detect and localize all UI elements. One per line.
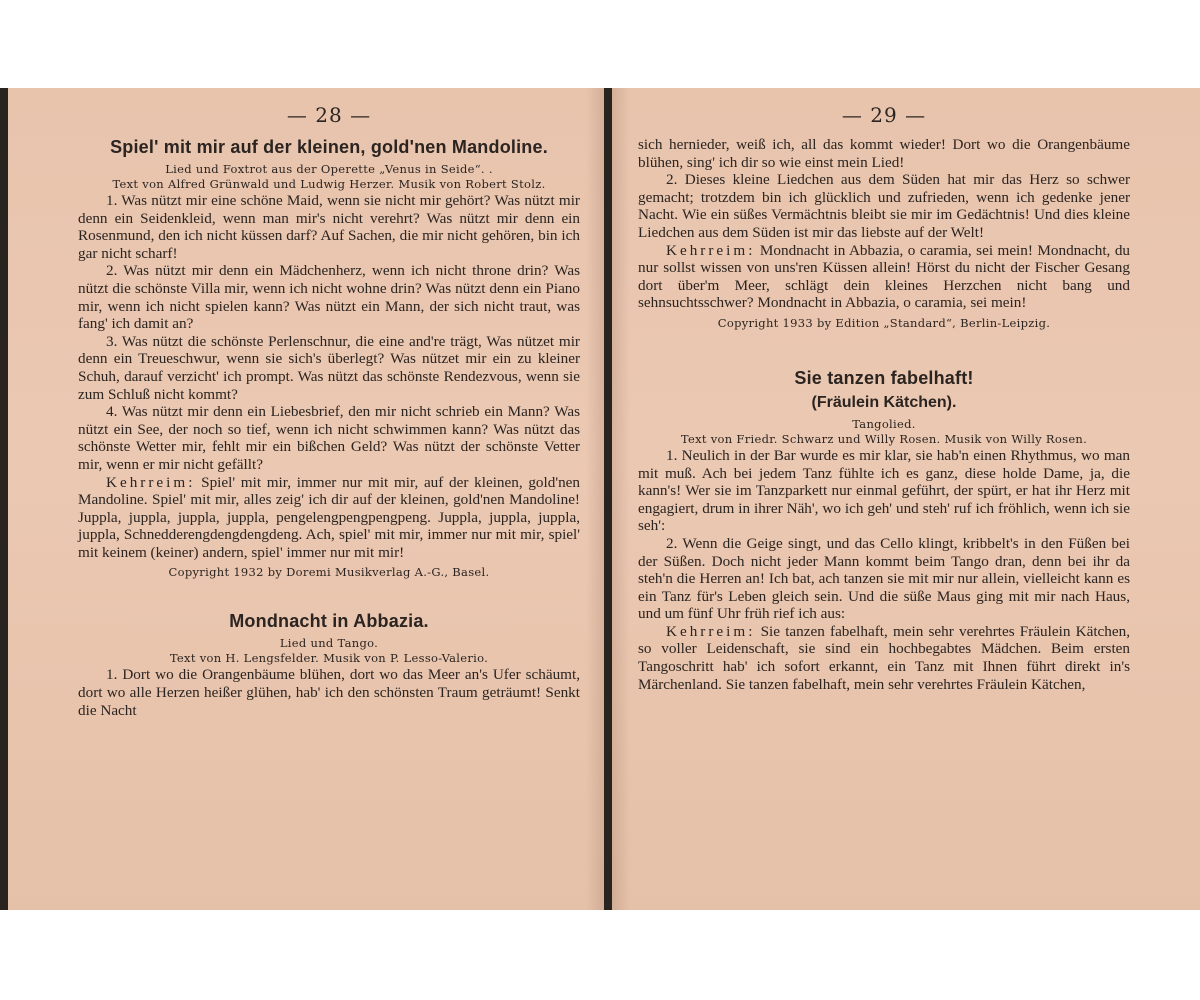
song-body	[638, 447, 1130, 693]
verse: 1. Dort wo die Orangenbäume blühen, dort wo das Meer an's Ufer schäumt, dort wo alle Herzen heißer glühen, hab' ich den schönsten Traum geträumt! Senkt die Nacht	[78, 666, 580, 719]
song-genre: Lied und Foxtrot aus der Operette „Venus in Seide“. .	[165, 162, 493, 176]
song-title: Mondnacht in Abbazia.	[229, 611, 429, 632]
song-title: Spiel' mit mir auf der kleinen, gold'nen Mandoline.	[110, 137, 548, 157]
left-page	[8, 88, 604, 910]
verse: 4. Was nützt mir denn ein Liebesbrief, den mir nicht schrieb ein Mann? Was nützt ein See, der noch so tief, wenn ich nicht schwimmen kann? Was nützt das schönste Wetter mir, fehlt mir ein bißchen Geld? Was nützt der schönste Vetter mir, wenn er mir nicht gefällt?	[78, 403, 580, 473]
refrain	[78, 474, 580, 562]
refrain-text: Mondnacht in Abbazia, o caramia, sei mein! Mondnacht, du nur sollst wissen von uns'ren Küssen allein! Hörst du nicht der Fischer Gesang dort über'm Meer, schlägt dein kleines Herzchen nicht bang und sehnsuchtsschwer? Mondnacht in Abbazia, o caramia, sei mein!	[638, 241, 1131, 312]
refrain	[638, 623, 1130, 693]
page-number: — 28 —	[286, 103, 372, 127]
verse: sich hernieder, weiß ich, all das kommt wieder! Dort wo die Orangenbäume blühen, sing' ich dir so wie einst mein Lied!	[638, 136, 1130, 171]
verse: 2. Was nützt mir denn ein Mädchenherz, wenn ich nicht throne drin? Was nützt die schönste Villa mir, wenn ich nicht wohne drin? Was nützt denn ein Piano mir, wenn ich nicht spielen kann? Was nützt ein Mann, der sich nicht traut, was fang' ich damit an?	[78, 262, 580, 333]
song-subtitle: (Fräulein Kätchen).	[811, 393, 957, 411]
song-title: Sie tanzen fabelhaft!	[794, 367, 974, 388]
refrain-label: Kehrreim:	[666, 622, 756, 640]
song-genre: Lied und Tango.	[279, 636, 379, 651]
refrain-text: Spiel' mit mir, immer nur mit mir, auf der kleinen, gold'nen Mandoline. Spiel' mit mir, alles zeig' ich dir auf der kleinen, gold'nen Mandoline! Juppla, juppla, juppla, juppla, pengelengpengpengpeng. Juppla, juppla, juppla, juppla, Schnedderengdengdengdeng. Ach, spiel' mit mir, immer nur mit mir, spiel' mit keinem (keiner) andern, spiel' immer nur mit mir!	[78, 473, 581, 561]
refrain-label: Kehrreim:	[106, 473, 196, 491]
refrain-label: Kehrreim:	[666, 241, 756, 259]
song-credits: Text von Friedr. Schwarz und Willy Rosen. Musik von Willy Rosen.	[680, 431, 1088, 446]
refrain-text: Sie tanzen fabelhaft, mein sehr verehrtes Fräulein Kätchen, so voller Leidenschaft, sie sind ein hochbegabtes Mädchen. Beim ersten Tangoschritt hab' ich sofort erkannt, ein Tanz mit Ihnen führt direkt in's Märchenland. Sie tanzen fabelhaft, mein sehr verehrtes Fräulein Kätchen,	[638, 622, 1130, 693]
verse: 2. Wenn die Geige singt, und das Cello klingt, kribbelt's in den Füßen bei der Süßen. Doch nicht jeder Mann kommt beim Tango dran, denn bei ihr da steh'n die Herren an! Ich bat, ach tanzen sie mit mir nur allein, vielleicht kann es ein Tanz für's Leben gleich sein. Und die süße Maus ging mit mir nach Haus, und um fünf Uhr früh rief ich aus:	[638, 534, 1130, 623]
song-body	[638, 136, 1130, 312]
verse: 2. Dieses kleine Liedchen aus dem Süden hat mir das Herz so schwer gemacht; trotzdem bin ich glücklich und zufrieden, wenn ich gedenke jener Nacht. Wie ein süßes Vermächtnis bleibt sie mir im Gedächtnis! Und dies kleine Liedchen aus dem Süden ist mir das liebste auf der Welt!	[638, 171, 1130, 241]
copyright: Copyright 1933 by Edition „Standard“, Berlin-Leipzig.	[717, 315, 1051, 330]
song-credits: Text von Alfred Grünwald und Ludwig Herzer. Musik von Robert Stolz.	[112, 177, 546, 191]
right-page	[612, 88, 1200, 910]
verse: 1. Neulich in der Bar wurde es mir klar, sie hab'n einen Rhythmus, wo man mit muß. Ach bei jedem Tanz fühlte ich es ganz, diese holde Dame, ja, die kann's! Wer sie im Tanzparkett nur einmal geführt, der spürt, er hat ihr Herz mit engagiert, drum in ihrer Näh', wo ich geh' und steh' ruf ich fröhlich, wenn ich sie seh':	[638, 446, 1130, 535]
verse: 3. Was nützt die schönste Perlenschnur, die eine and're trägt, Was nützet mir denn ein Treueschwur, wenn sie sich's überlegt? Was nützet mir ein zu kleiner Schuh, darauf verzicht' ich prompt. Was nützt das schönste Rendezvous, wenn sie zum Schluß nicht kommt?	[78, 332, 580, 403]
song-body	[78, 192, 580, 561]
book-spread	[0, 88, 1200, 910]
page-number: — 29 —	[841, 103, 927, 127]
verse: 1. Was nützt mir eine schöne Maid, wenn sie nicht mir gehört? Was nützt mir denn ein Seidenkleid, wenn man mir's nicht verehrt? Was nützt mir denn ein Rosenmund, den ich nicht küssen darf? Auf Sachen, die mir nicht gehören, bin ich gar nicht scharf!	[78, 192, 580, 262]
song-genre: Tangolied.	[852, 416, 916, 431]
song-body	[78, 666, 580, 719]
song-credits: Text von H. Lengsfelder. Musik von P. Lesso-Valerio.	[169, 651, 489, 666]
copyright: Copyright 1932 by Doremi Musikverlag A.-G., Basel.	[168, 565, 490, 580]
refrain	[638, 242, 1130, 312]
